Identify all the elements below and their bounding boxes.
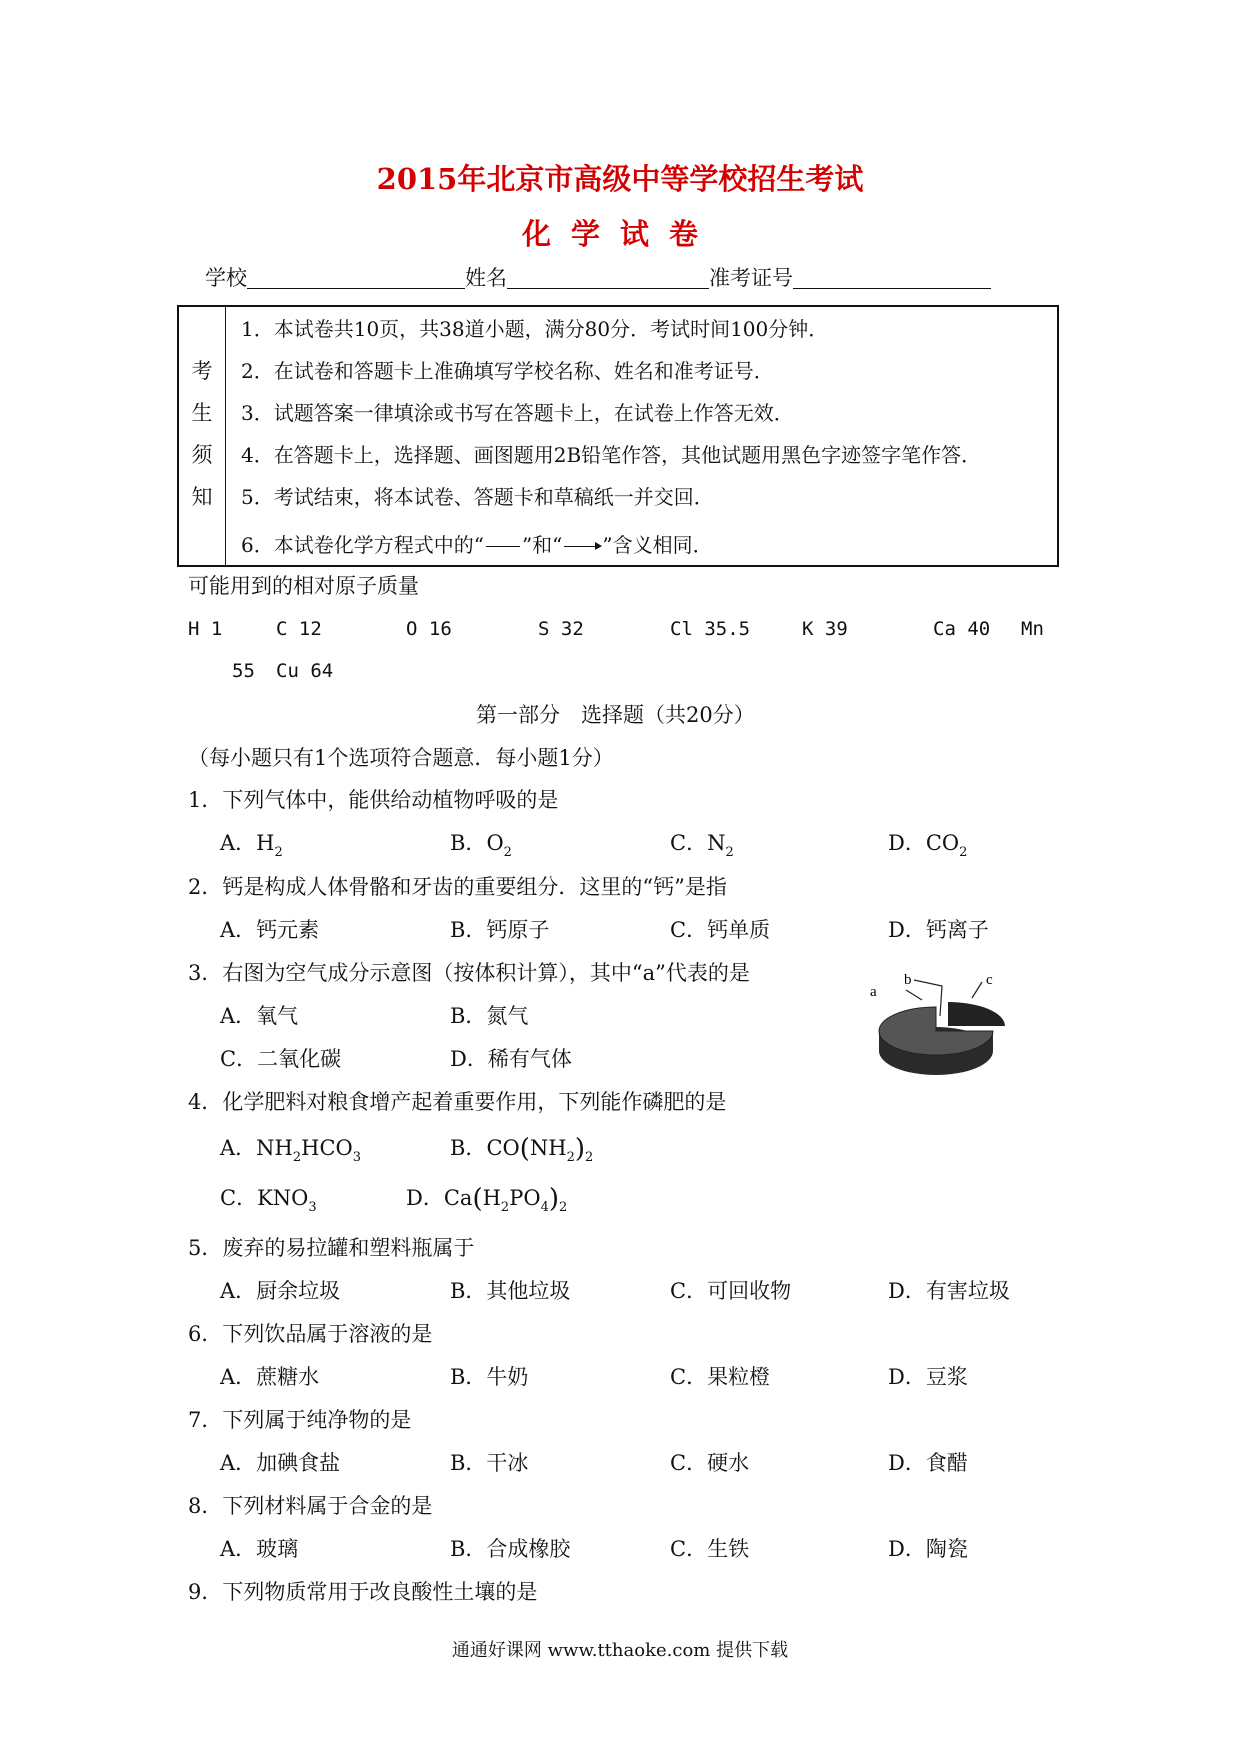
answer-option: B．牛奶 — [450, 1365, 529, 1389]
equals-sign-symbol — [486, 546, 520, 548]
figure-label: c — [986, 972, 993, 988]
answer-option: D．有害垃圾 — [888, 1279, 1010, 1303]
question-stem: 3．右图为空气成分示意图（按体积计算），其中“a”代表的是 — [188, 961, 750, 985]
answer-option: C．二氧化碳 — [220, 1047, 342, 1071]
answer-option: A．氧气 — [220, 1004, 299, 1028]
instructions-label-char: 须 — [191, 443, 213, 467]
answer-option: C．可回收物 — [670, 1279, 792, 1303]
answer-option: D．陶瓷 — [888, 1537, 968, 1561]
answer-option: D．豆浆 — [888, 1365, 968, 1389]
figure-label: a — [870, 984, 877, 1000]
label-c-line — [972, 982, 982, 998]
figure-label: b — [904, 972, 912, 988]
answer-option: A．钙元素 — [220, 918, 320, 942]
page-footer: 通通好课网 www.tthaoke.com 提供下载 — [451, 1640, 789, 1661]
answer-option: D．$Ca(H_2PO_4)_2$ — [406, 1184, 568, 1215]
label-a-line — [906, 990, 922, 1000]
atomic-mass-item: Cl 35.5 — [670, 618, 751, 640]
instruction-item: 1．本试卷共10页，共38道小题，满分80分．考试时间100分钟． — [241, 317, 829, 341]
exam-number-label: 准考证号 — [709, 266, 793, 290]
answer-option: B．合成橡胶 — [450, 1537, 571, 1561]
school-label: 学校 — [205, 266, 247, 290]
answer-option: B．其他垃圾 — [450, 1279, 571, 1303]
section-note: （每小题只有1个选项符合题意．每小题1分） — [188, 746, 614, 770]
question-stem: 4．化学肥料对粮食增产起着重要作用，下列能作磷肥的是 — [188, 1090, 727, 1114]
instructions-label-char: 生 — [191, 401, 213, 425]
answer-option: D．钙离子 — [888, 918, 989, 942]
answer-option: B．$CO(NH_2)_2$ — [450, 1134, 594, 1165]
instructions-label — [179, 307, 226, 565]
instruction-item6-part: ”含义相同． — [602, 533, 713, 557]
answer-option: C．果粒橙 — [670, 1365, 771, 1389]
question-stem: 2．钙是构成人体骨骼和牙齿的重要组分．这里的“钙”是指 — [188, 875, 727, 899]
question-stem: 1．下列气体中，能供给动植物呼吸的是 — [188, 788, 559, 812]
answer-option: B．钙原子 — [450, 918, 550, 942]
air-composition-pie-figure — [868, 968, 1008, 1094]
instructions-label-char: 考 — [191, 359, 213, 383]
answer-option: B．$O_2$ — [450, 831, 512, 860]
answer-option: A．厨余垃圾 — [220, 1279, 341, 1303]
answer-option: D．食醋 — [888, 1451, 968, 1475]
instruction-item: 2．在试卷和答题卡上准确填写学校名称、姓名和准考证号． — [241, 359, 774, 383]
question-stem: 5．废弃的易拉罐和塑料瓶属于 — [188, 1236, 475, 1260]
instruction-item6-part: ”和“ — [521, 533, 563, 557]
answer-option: D．稀有气体 — [450, 1047, 572, 1071]
atomic-mass-item: Cu 64 — [276, 660, 334, 682]
answer-option: C．$N_2$ — [670, 831, 734, 860]
student-info-line — [205, 268, 991, 289]
answer-option: A．玻璃 — [220, 1537, 299, 1561]
atomic-mass-item: 55 — [232, 660, 255, 682]
instruction-item — [241, 529, 713, 558]
exam-number-blank — [793, 268, 991, 289]
question-stem: 6．下列饮品属于溶液的是 — [188, 1322, 433, 1346]
pie-slice-c — [948, 1002, 1005, 1026]
answer-option: A．蔗糖水 — [220, 1365, 320, 1389]
section-title: 第一部分 选择题（共20分） — [476, 703, 755, 727]
atomic-mass-item: H 1 — [188, 618, 223, 640]
atomic-mass-heading: 可能用到的相对原子质量 — [188, 574, 419, 598]
answer-option: C．$KNO_3$ — [220, 1186, 317, 1215]
exam-subtitle: 化学试卷 — [521, 217, 718, 251]
answer-option: C．生铁 — [670, 1537, 750, 1561]
answer-option: A．$NH_2HCO_3$ — [220, 1136, 362, 1165]
exam-instructions-box — [177, 305, 1059, 567]
instruction-item: 4．在答题卡上，选择题、画图题用2B铅笔作答，其他试题用黑色字迹签字笔作答． — [241, 443, 982, 467]
answer-option: C．钙单质 — [670, 918, 771, 942]
name-label: 姓名 — [465, 266, 507, 290]
answer-option: D．$CO_2$ — [888, 831, 968, 860]
question-stem: 9．下列物质常用于改良酸性土壤的是 — [188, 1580, 538, 1604]
question-stem: 7．下列属于纯净物的是 — [188, 1408, 412, 1432]
answer-option: A．$H_2$ — [220, 831, 283, 860]
name-blank — [507, 268, 709, 289]
answer-option: A．加碘食盐 — [220, 1451, 341, 1475]
answer-option: B．氮气 — [450, 1004, 529, 1028]
instruction-item: 3．试题答案一律填涂或书写在答题卡上，在试卷上作答无效． — [241, 401, 794, 425]
exam-title: 2015年北京市高级中等学校招生考试 — [376, 162, 864, 196]
atomic-mass-item: Ca 40 — [933, 618, 991, 640]
question-stem: 8．下列材料属于合金的是 — [188, 1494, 433, 1518]
atomic-mass-item: K 39 — [802, 618, 848, 640]
atomic-mass-item: C 12 — [276, 618, 322, 640]
answer-option: C．硬水 — [670, 1451, 750, 1475]
answer-option: B．干冰 — [450, 1451, 529, 1475]
instruction-item6-part: 6．本试卷化学方程式中的“ — [241, 533, 484, 557]
instructions-label-char: 知 — [191, 485, 213, 509]
arrow-symbol — [564, 546, 600, 548]
school-blank — [247, 268, 465, 289]
atomic-mass-item: S 32 — [538, 618, 584, 640]
instruction-item: 5．考试结束，将本试卷、答题卡和草稿纸一并交回． — [241, 485, 714, 509]
atomic-mass-item: Mn — [1021, 618, 1044, 640]
atomic-mass-item: O 16 — [406, 618, 452, 640]
